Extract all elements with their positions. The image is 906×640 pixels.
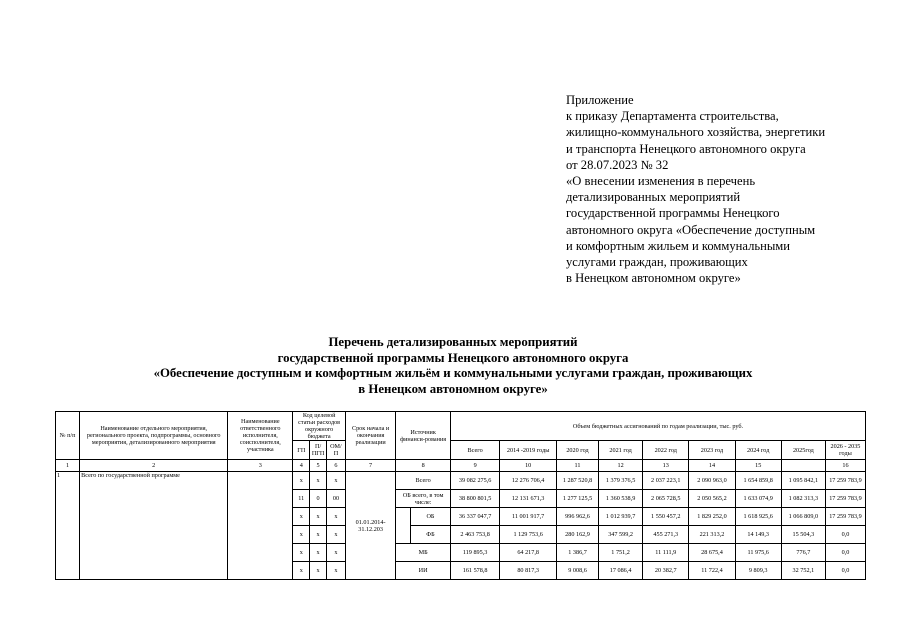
title-line: «Обеспечение доступным и комфортным жильём и коммунальными услугами граждан, проживающих	[153, 366, 753, 380]
col-number: 3	[228, 460, 293, 472]
cell-value: 2 065 728,5	[643, 490, 689, 508]
col-number: 14	[689, 460, 735, 472]
row-name: Всего по государственной программе	[80, 472, 228, 580]
cell-value: 1 386,7	[557, 544, 599, 562]
cell-value: 0,0	[825, 562, 865, 580]
header-source: Источник финанси-рования	[396, 412, 451, 460]
cell-pgp: x	[310, 508, 327, 526]
cell-value: 17 086,4	[599, 562, 643, 580]
cell-value: 221 313,2	[689, 526, 735, 544]
cell-value: 1 379 376,5	[599, 472, 643, 490]
cell-value: 14 149,3	[735, 526, 781, 544]
cell-pgp: x	[310, 544, 327, 562]
col-number: 4	[293, 460, 310, 472]
appendix-line: услугами граждан, проживающих	[566, 255, 748, 270]
cell-value: 9 008,6	[557, 562, 599, 580]
header-gp: ГП	[293, 441, 310, 460]
cell-value: 1 360 538,9	[599, 490, 643, 508]
title-line: в Ненецком автономном округе»	[358, 381, 548, 396]
cell-value: 12 131 671,3	[500, 490, 557, 508]
cell-value: 80 817,3	[500, 562, 557, 580]
header-year: 2020 год	[557, 441, 599, 460]
cell-value: 17 259 783,9	[825, 508, 865, 526]
cell-value: 455 271,3	[643, 526, 689, 544]
cell-om: 00	[326, 490, 345, 508]
table-row	[56, 472, 866, 490]
appendix-line: автономного округа «Обеспечение доступным	[566, 222, 816, 237]
appendix-line: в Ненецком автономном округе»	[566, 271, 741, 286]
cell-value: 2 090 963,0	[689, 472, 735, 490]
header-year: 2022 год	[643, 441, 689, 460]
cell-value: 15 504,3	[781, 526, 825, 544]
cell-value: 996 962,6	[557, 508, 599, 526]
measures-table	[55, 411, 866, 580]
cell-value: 1 633 074,9	[735, 490, 781, 508]
row-period: 01.01.2014-31.12.203	[345, 472, 395, 580]
cell-value: 11 975,6	[735, 544, 781, 562]
column-numbers-row	[56, 460, 866, 472]
appendix-line: «О внесении изменения в перечень	[566, 174, 756, 189]
cell-gp: x	[293, 544, 310, 562]
cell-value: 1 095 842,1	[781, 472, 825, 490]
title-line: Перечень детализированных мероприятий	[328, 335, 578, 349]
cell-value: 776,7	[781, 544, 825, 562]
cell-source: ОБ всего, в том числе:	[396, 490, 451, 508]
col-number: 16	[825, 460, 865, 472]
header-year: Всего	[450, 441, 499, 460]
cell-gp: x	[293, 508, 310, 526]
header-executor: Наименование ответственного исполнителя, соисполнителя, участника	[228, 412, 293, 460]
col-number: 15	[735, 460, 781, 472]
cell-pgp: 0	[310, 490, 327, 508]
appendix-line: от 28.07.2023 № 32	[566, 157, 669, 172]
header-year: 2021 год	[599, 441, 643, 460]
col-number: 10	[500, 460, 557, 472]
cell-value: 1 082 313,3	[781, 490, 825, 508]
cell-value: 9 809,3	[735, 562, 781, 580]
header-year: 2025год	[781, 441, 825, 460]
cell-value: 64 217,8	[500, 544, 557, 562]
cell-value: 1 129 753,6	[500, 526, 557, 544]
cell-source: ОБ	[411, 508, 451, 526]
cell-value: 0,0	[825, 544, 865, 562]
cell-value: 347 599,2	[599, 526, 643, 544]
cell-gp: 11	[293, 490, 310, 508]
cell-value: 1 277 125,5	[557, 490, 599, 508]
cell-value: 17 259 783,9	[825, 472, 865, 490]
appendix-line: государственной программы Ненецкого	[566, 206, 780, 221]
appendix-line: жилищно-коммунального хозяйства, энергетики	[566, 125, 826, 140]
header-year: 2023 год	[689, 441, 735, 460]
cell-value: 28 675,4	[689, 544, 735, 562]
col-number	[781, 460, 825, 472]
cell-value: 161 578,8	[450, 562, 499, 580]
col-number: 9	[450, 460, 499, 472]
cell-value: 11 001 917,7	[500, 508, 557, 526]
header-year: 2024 год	[735, 441, 781, 460]
appendix-line: к приказу Департамента строительства,	[566, 109, 779, 124]
cell-value: 280 162,9	[557, 526, 599, 544]
cell-value: 119 895,3	[450, 544, 499, 562]
header-om: ОМ/П	[326, 441, 345, 460]
col-number: 7	[345, 460, 395, 472]
cell-om: x	[326, 544, 345, 562]
cell-source: ФБ	[411, 526, 451, 544]
cell-value: 17 259 783,9	[825, 490, 865, 508]
cell-om: x	[326, 472, 345, 490]
header-code: Код целевой статьи расходов окружного бюджета	[293, 412, 346, 441]
cell-value: 1 012 939,7	[599, 508, 643, 526]
row-num: 1	[56, 472, 80, 580]
header-period: Срок начала и окончания реализации	[345, 412, 395, 460]
cell-value: 11 111,9	[643, 544, 689, 562]
header-year: 2014 -2019 годы	[500, 441, 557, 460]
cell-pgp: x	[310, 472, 327, 490]
cell-value: 2 050 565,2	[689, 490, 735, 508]
header-volume: Объем бюджетных ассигнований по годам реализации, тыс. руб.	[450, 412, 865, 441]
appendix-line: и транспорта Ненецкого автономного округа	[566, 141, 806, 156]
header-name: Наименование отдельного мероприятия, регионального проекта, подпрограммы, основного мероприятия, детализированного мероприятия	[80, 412, 228, 460]
cell-value: 2 037 223,1	[643, 472, 689, 490]
cell-value: 20 382,7	[643, 562, 689, 580]
cell-value: 2 463 753,8	[450, 526, 499, 544]
cell-value: 32 752,1	[781, 562, 825, 580]
col-number: 13	[643, 460, 689, 472]
appendix-line: детализированных мероприятий	[566, 190, 741, 205]
cell-value: 1 550 457,2	[643, 508, 689, 526]
row-executor	[228, 472, 293, 580]
cell-om: x	[326, 526, 345, 544]
col-number: 6	[326, 460, 345, 472]
col-number: 5	[310, 460, 327, 472]
cell-value: 11 722,4	[689, 562, 735, 580]
appendix-block	[566, 92, 896, 286]
cell-value: 1 066 809,0	[781, 508, 825, 526]
cell-value: 39 082 275,6	[450, 472, 499, 490]
cell-source: Всего	[396, 472, 451, 490]
cell-value: 1 751,2	[599, 544, 643, 562]
cell-om: x	[326, 562, 345, 580]
cell-source: ИИ	[396, 562, 451, 580]
cell-gp: x	[293, 526, 310, 544]
title-line: государственной программы Ненецкого автономного округа	[277, 350, 629, 365]
col-number: 8	[396, 460, 451, 472]
cell-value: 1 287 520,8	[557, 472, 599, 490]
cell-value: 12 276 706,4	[500, 472, 557, 490]
col-number: 1	[56, 460, 80, 472]
cell-pgp: x	[310, 526, 327, 544]
cell-gp: x	[293, 472, 310, 490]
cell-value: 0,0	[825, 526, 865, 544]
header-num: № п/п	[56, 412, 80, 460]
appendix-line: Приложение	[566, 93, 634, 107]
cell-gp: x	[293, 562, 310, 580]
cell-value: 1 829 252,0	[689, 508, 735, 526]
header-pgp: П/ПГП	[310, 441, 327, 460]
appendix-line: и комфортным жильем и коммунальными	[566, 238, 791, 253]
col-number: 11	[557, 460, 599, 472]
cell-value: 1 618 925,6	[735, 508, 781, 526]
cell-source-indent	[396, 508, 411, 544]
cell-value: 1 654 859,8	[735, 472, 781, 490]
header-year: 2026 - 2035 годы	[825, 441, 865, 460]
col-number: 2	[80, 460, 228, 472]
cell-pgp: x	[310, 562, 327, 580]
cell-source: МБ	[396, 544, 451, 562]
cell-value: 38 800 801,5	[450, 490, 499, 508]
cell-om: x	[326, 508, 345, 526]
col-number: 12	[599, 460, 643, 472]
document-title	[60, 335, 846, 397]
cell-value: 36 337 047,7	[450, 508, 499, 526]
